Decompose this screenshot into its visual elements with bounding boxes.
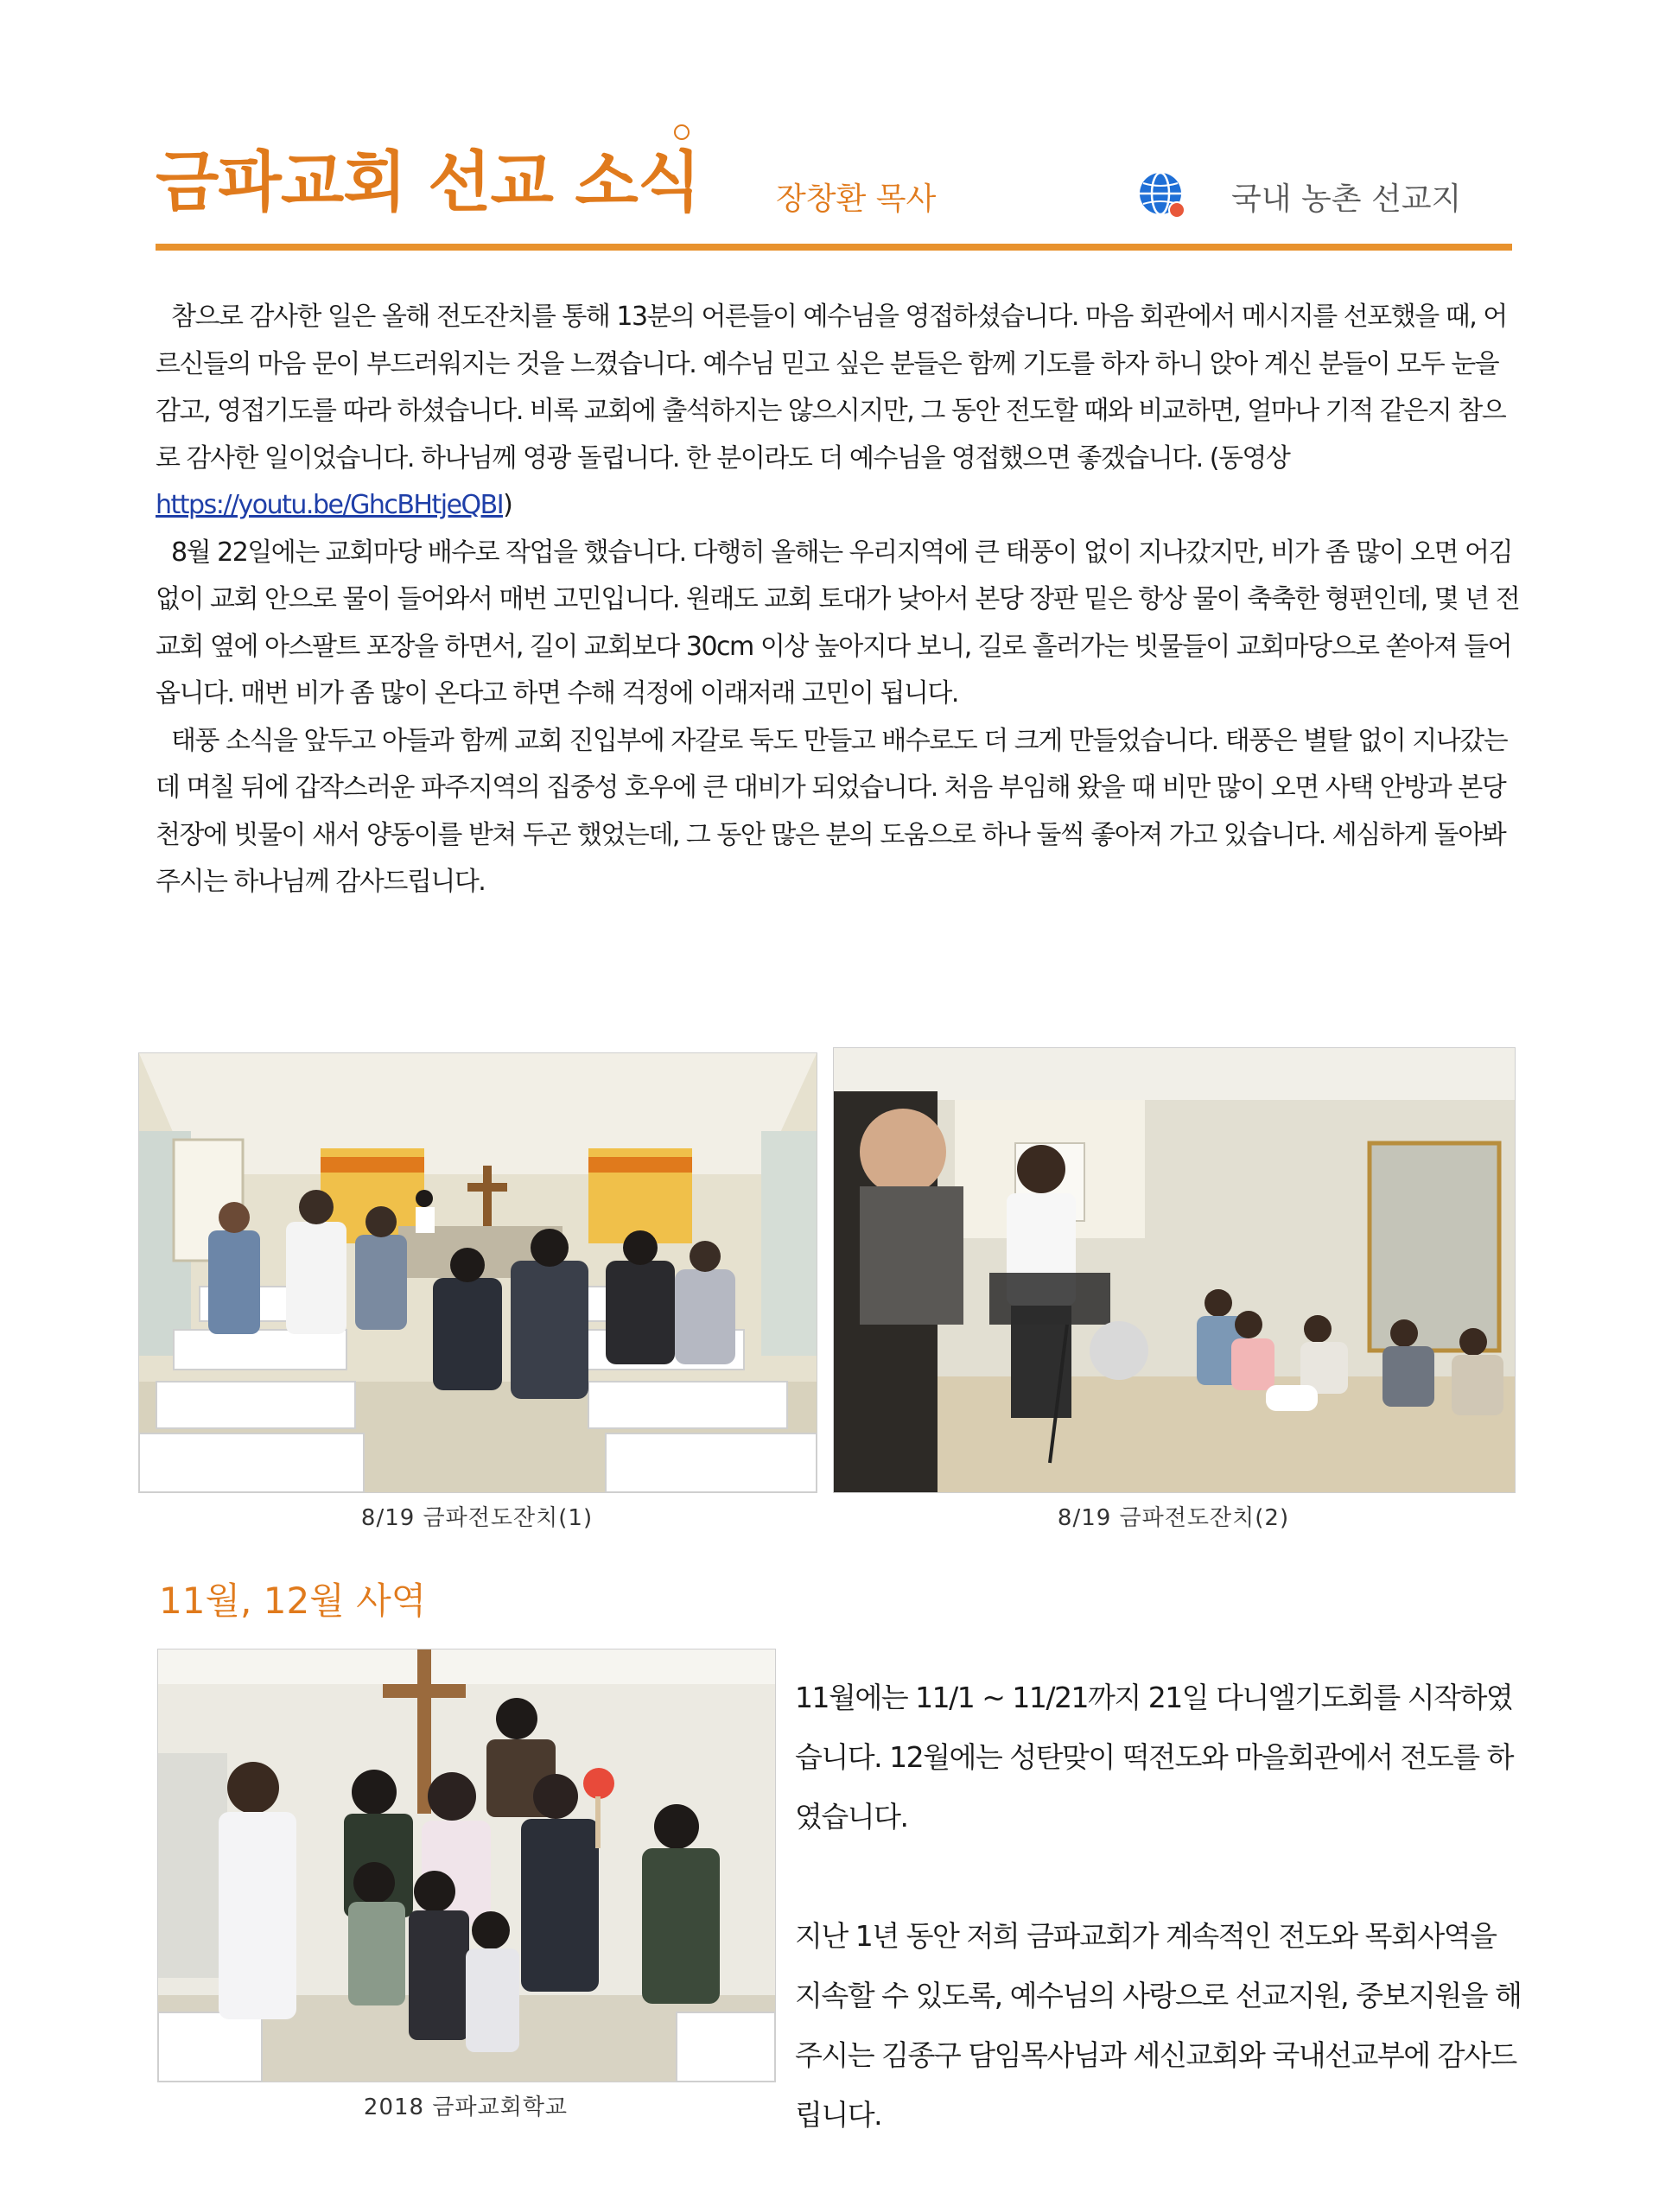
article-paragraph-3: 태풍 소식을 앞두고 아들과 함께 교회 진입부에 자갈로 둑도 만들고 배수로도 더 크게 만들었습니다. 태풍은 별탈 없이 지나갔는데 며칠 뒤에 갑작스러운 파주지역의 집중성 호우에 큰 대비가 되었습니다. 처음 부임해 왔을 때 비만 많이 오면 사택 안방과 본당 천장에 빗물이 새서 양동이를 받쳐 두곤 했었는데, 그 동안 많은 분의 도움으로 하나 둘씩 좋아져 가고 있습니다. 세심하게 돌아봐 주시는 하나님께 감사드립니다. — [156, 725, 1508, 897]
globe-icon — [1136, 169, 1188, 221]
section-body — [795, 1668, 1529, 2145]
photo-evangelism-festival-2 — [833, 1047, 1516, 1493]
church-service-image — [139, 1053, 817, 1492]
article-paragraph-2: 8월 22일에는 교회마당 배수로 작업을 했습니다. 다행히 올해는 우리지역에 큰 태풍이 없이 지나갔지만, 비가 좀 많이 오면 어김없이 교회 안으로 물이 들어와서 매번 고민입니다. 원래도 교회 토대가 낮아서 본당 장판 밑은 항상 물이 축축한 형편인데, 몇 년 전 교회 옆에 아스팔트 포장을 하면서, 길이 교회보다 30cm 이상 높아지다 보니, 길로 흘러가는 빗물들이 교회마당으로 쏟아져 들어옵니다. 매번 비가 좀 많이 온다고 하면 수해 걱정에 이래저래 고민이 됩니다. — [156, 537, 1520, 709]
section-paragraph-2: 지난 1년 동안 저희 금파교회가 계속적인 전도와 목회사역을 지속할 수 있도록, 예수님의 사랑으로 선교지원, 중보지원을 해주시는 김종구 담임목사님과 세신교회와 국내선교부에 감사드립니다. — [795, 1919, 1522, 2132]
newsletter-header — [156, 112, 1512, 251]
article-paragraph-1: 참으로 감사한 일은 올해 전도잔치를 통해 13분의 어른들이 예수님을 영접하셨습니다. 마음 회관에서 메시지를 선포했을 때, 어르신들의 마음 문이 부드러워지는 것을 느꼈습니다. 예수님 믿고 싶은 분들은 함께 기도를 하자 하니 앉아 계신 분들이 모두 눈을 감고, 영접기도를 따라 하셨습니다. 비록 교회에 출석하지는 않으시지만, 그 동안 전도할 때와 비교하면, 얼마나 기적 같은지 참으로 감사한 일이었습니다. 하나님께 영광 돌립니다. 한 분이라도 더 예수님을 영접했으면 좋겠습니다. (동영상 https://youtu.be/GhcBHtjeQBI) — [156, 302, 1507, 520]
photo-3-caption: 2018 금파교회학교 — [363, 2094, 569, 2120]
video-link[interactable]: https://youtu.be/GhcBHtjeQBI — [156, 490, 504, 520]
header-divider — [156, 244, 1512, 251]
title-decoration — [674, 124, 690, 140]
section-title: 11월, 12월 사역 — [159, 1580, 427, 1622]
photo-1-caption: 8/19 금파전도잔치(1) — [360, 1505, 594, 1531]
photo-evangelism-festival-1 — [138, 1052, 817, 1493]
mission-field-label: 국내 농촌 선교지 — [1231, 181, 1462, 217]
meeting-room-image — [834, 1048, 1515, 1492]
photo-2-caption: 8/19 금파전도잔치(2) — [1057, 1505, 1290, 1531]
article-body — [156, 294, 1521, 906]
author-name: 장창환 목사 — [776, 181, 937, 217]
section-paragraph-1: 11월에는 11/1 ~ 11/21까지 21일 다니엘기도회를 시작하였습니다. 12월에는 성탄맞이 떡전도와 마을회관에서 전도를 하였습니다. — [795, 1681, 1513, 1834]
page-title: 금파교회 선교 소식 — [156, 143, 701, 220]
photo-church-school — [157, 1649, 776, 2082]
paragraph-spacer — [795, 1847, 1529, 1906]
church-school-image — [158, 1649, 775, 2082]
